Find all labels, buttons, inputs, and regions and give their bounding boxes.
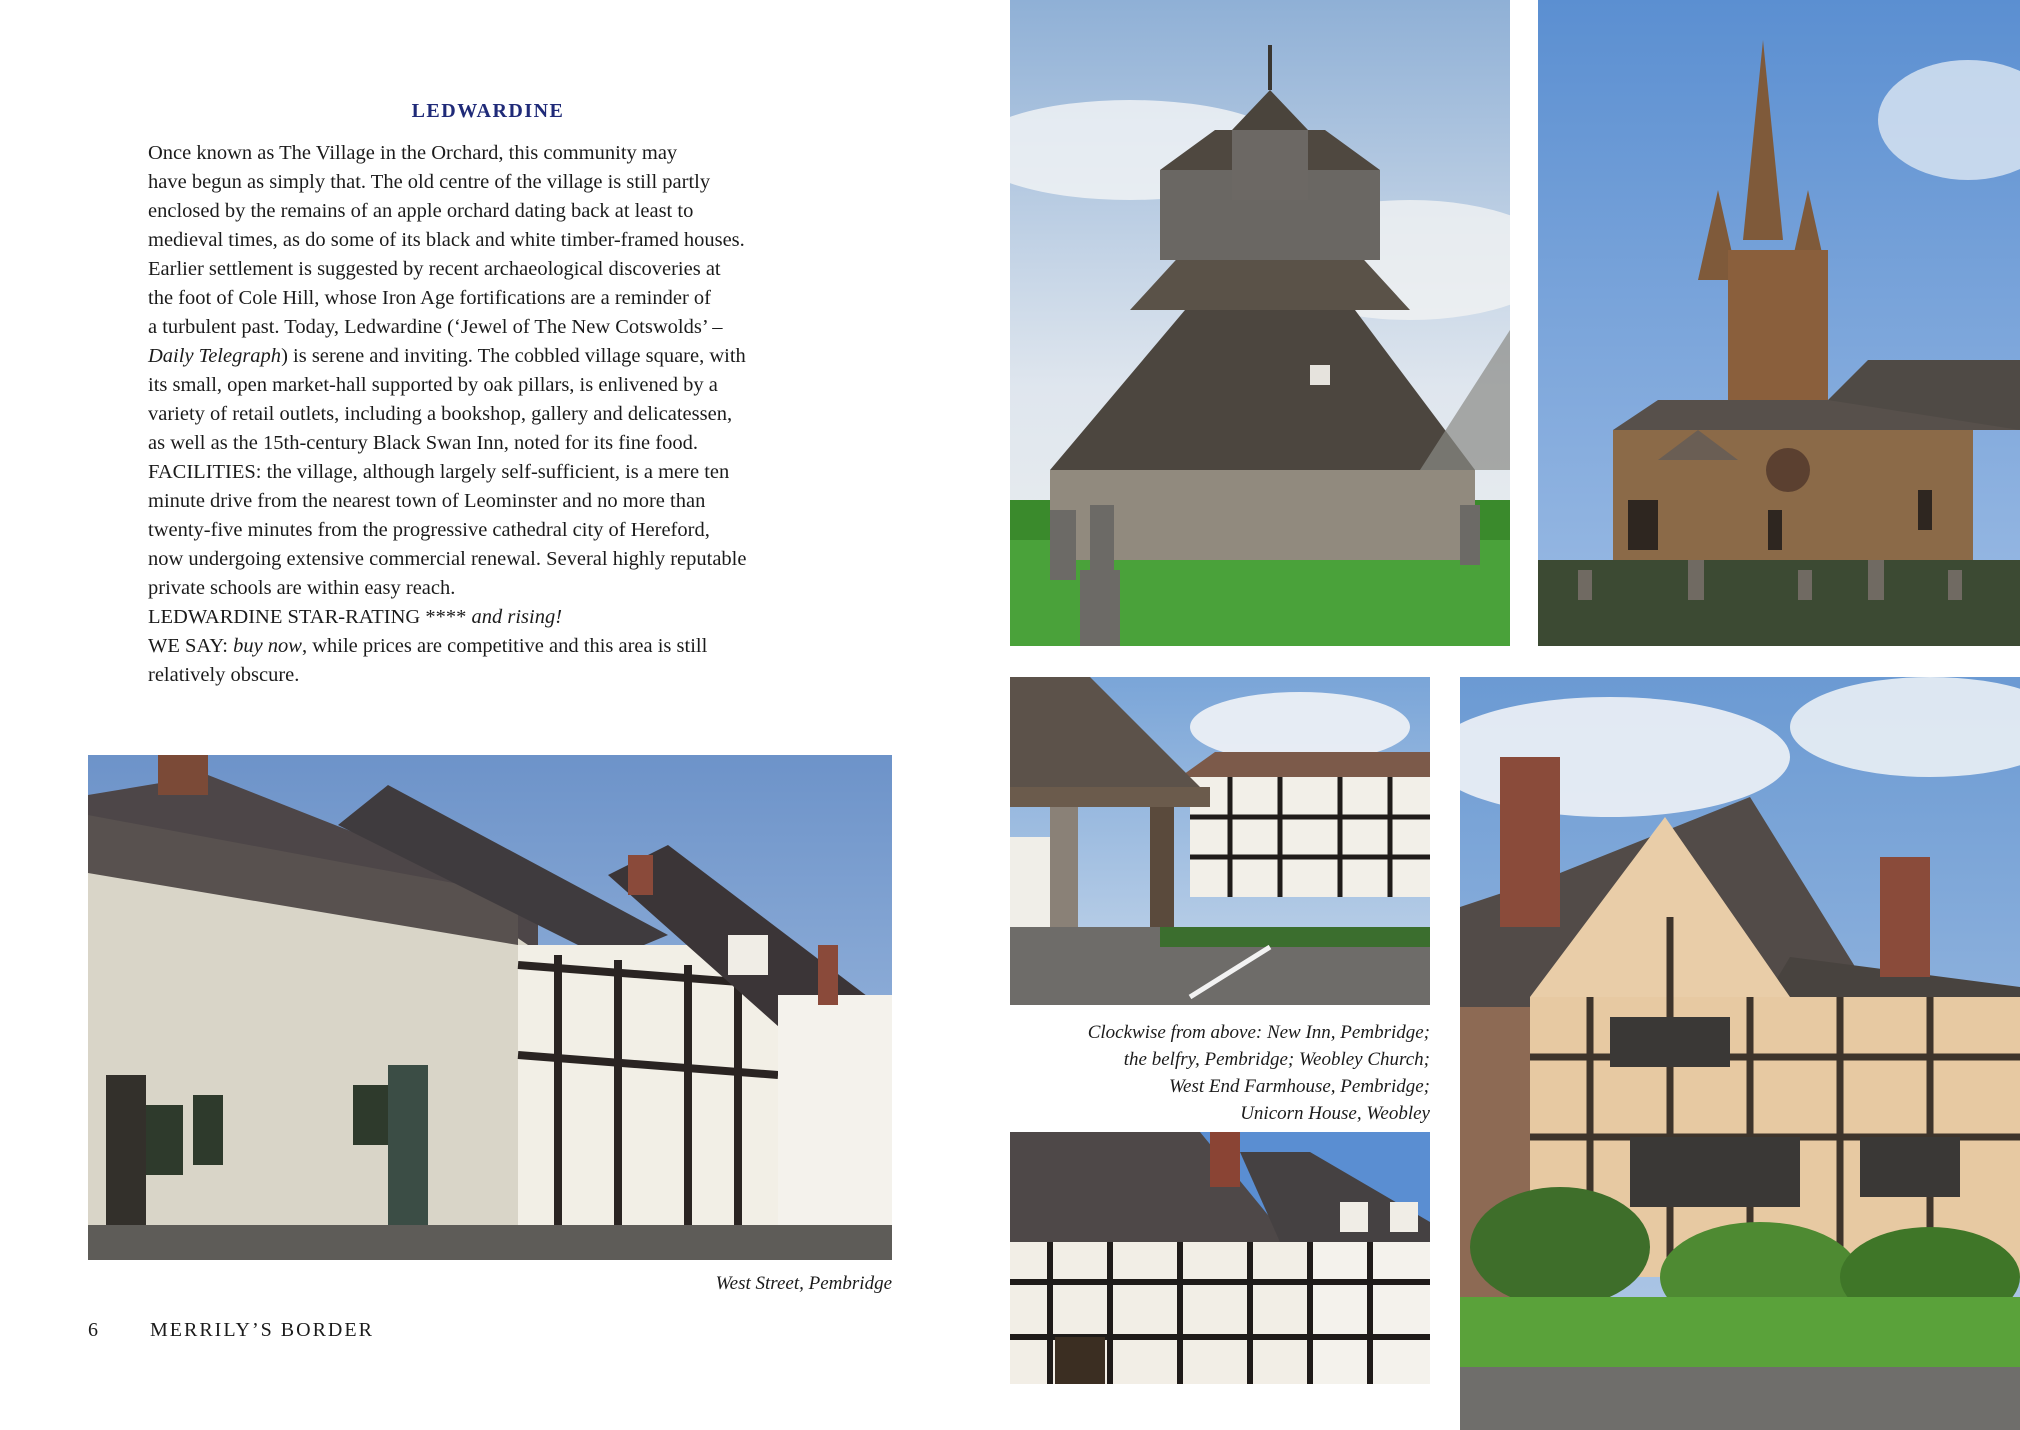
body-line: Once known as The Village in the Orchard, this community may (148, 142, 678, 164)
we-say-rest: , while prices are competitive and this area is still (301, 635, 708, 657)
body-line-rest: ) is serene and inviting. The cobbled village square, with (281, 345, 746, 367)
body-line: medieval times, as do some of its black and white timber-framed houses. (148, 229, 745, 251)
we-say-emphasis: buy now (233, 635, 302, 657)
caption-line: Clockwise from above: New Inn, Pembridge; (1087, 1022, 1430, 1043)
running-title: MERRILY’S BORDER (150, 1319, 374, 1341)
rating-note: and rising! (471, 606, 563, 628)
article-body (148, 139, 838, 690)
we-say-label: WE SAY: (148, 635, 228, 657)
photo-icon (1538, 0, 2020, 646)
newspaper-name: Daily Telegraph (148, 345, 282, 367)
caption-west-street (600, 1270, 892, 1297)
body-line: variety of retail outlets, including a bookshop, gallery and delicatessen, (148, 403, 733, 425)
photo-icon (88, 755, 892, 1260)
photo-unicorn-house (1460, 677, 2020, 1430)
body-line: Earlier settlement is suggested by recent archaeological discoveries at (148, 258, 721, 280)
we-say-line (148, 632, 838, 661)
body-line: FACILITIES: the village, although largely self-sufficient, is a mere ten (148, 461, 730, 483)
photo-west-street (88, 755, 892, 1260)
photo-icon (1010, 677, 1430, 1005)
body-line: minute drive from the nearest town of Leominster and no more than (148, 490, 706, 512)
body-line: as well as the 15th-century Black Swan Inn, noted for its fine food. (148, 432, 698, 454)
caption-line: West End Farmhouse, Pembridge; (1168, 1076, 1430, 1097)
rating-label: LEDWARDINE STAR-RATING **** (148, 606, 467, 628)
body-line: twenty-five minutes from the progressive cathedral city of Hereford, (148, 519, 710, 541)
body-line: have begun as simply that. The old centre of the village is still partly (148, 171, 711, 193)
body-line: a turbulent past. Today, Ledwardine (‘Jewel of The New Cotswolds’ – (148, 316, 723, 338)
body-line: now undergoing extensive commercial renewal. Several highly reputable (148, 548, 747, 570)
photo-icon (1010, 1132, 1430, 1384)
article-heading: LEDWARDINE (411, 100, 565, 122)
caption-text: West Street, Pembridge (715, 1273, 892, 1294)
rating-line (148, 603, 838, 632)
photo-belfry (1010, 0, 1510, 646)
photo-church (1538, 0, 2020, 646)
body-line: the foot of Cole Hill, whose Iron Age fortifications are a reminder of (148, 287, 712, 309)
caption-clockwise (1010, 1019, 1430, 1127)
body-line: enclosed by the remains of an apple orchard dating back at least to (148, 200, 694, 222)
body-line: relatively obscure. (148, 664, 300, 686)
photo-west-end-farmhouse (1010, 1132, 1430, 1384)
page-number: 6 (88, 1319, 100, 1341)
page-footer (88, 1319, 374, 1342)
body-line: its small, open market-hall supported by oak pillars, is enlivened by a (148, 374, 718, 396)
photo-icon (1460, 677, 2020, 1430)
caption-line: Unicorn House, Weobley (1240, 1103, 1430, 1124)
caption-line: the belfry, Pembridge; Weobley Church; (1123, 1049, 1430, 1070)
photo-new-inn (1010, 677, 1430, 1005)
body-line: private schools are within easy reach. (148, 577, 456, 599)
photo-icon (1010, 0, 1510, 646)
body-line (148, 342, 838, 371)
